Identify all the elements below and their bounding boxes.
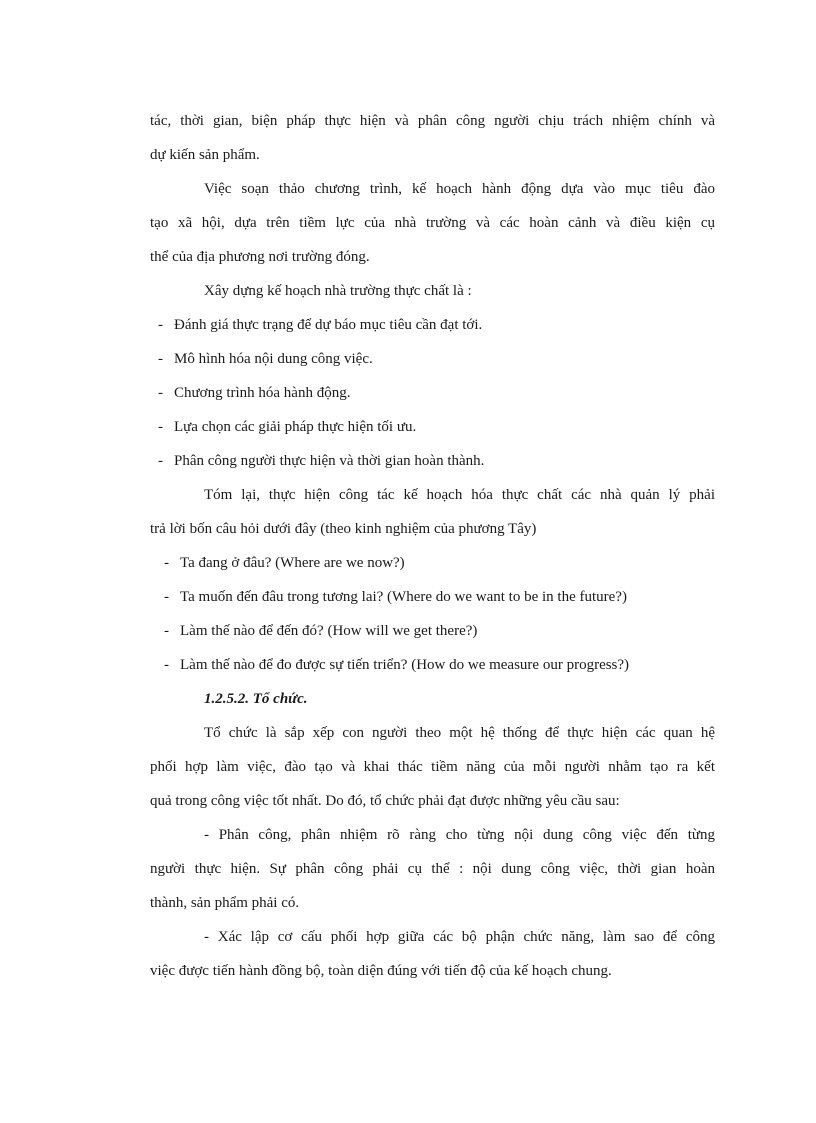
plan-item-text: Đánh giá thực trạng để dự báo mục tiêu cần đạt tới. <box>174 317 483 333</box>
section-heading: 1.2.5.2. Tổ chức. <box>204 691 308 707</box>
dash-marker: - <box>158 385 163 401</box>
dash-marker: - <box>164 657 169 673</box>
para4-line-2: phối hợp làm việc, đào tạo và khai thác tiềm năng của mỗi người nhằm tạo ra kết <box>150 759 715 775</box>
para1-line-2: tạo xã hội, dựa trên tiềm lực của nhà trường và các hoàn cảnh và điều kiện cụ <box>150 215 715 231</box>
para1-line-3: thể của địa phương nơi trường đóng. <box>150 249 370 265</box>
question-text: Làm thế nào để đến đó? (How will we get there?) <box>180 623 478 639</box>
question-item <box>150 546 715 580</box>
req1-line-1: - Phân công, phân nhiệm rõ ràng cho từng nội dung công việc đến từng <box>204 827 715 843</box>
plan-item <box>150 376 715 410</box>
para3-line-1: Tóm lại, thực hiện công tác kế hoạch hóa thực chất các nhà quản lý phải <box>204 487 715 503</box>
intro-line-1: tác, thời gian, biện pháp thực hiện và phân công người chịu trách nhiệm chính và <box>150 113 715 129</box>
para4-line-3: quả trong công việc tốt nhất. Do đó, tổ chức phải đạt được những yêu cầu sau: <box>150 793 620 809</box>
plan-item-text: Chương trình hóa hành động. <box>174 385 351 401</box>
dash-marker: - <box>158 317 163 333</box>
plan-item-text: Phân công người thực hiện và thời gian hoàn thành. <box>174 453 485 469</box>
question-item <box>150 648 715 682</box>
para3-line-2: trả lời bốn câu hỏi dưới đây (theo kinh nghiệm của phương Tây) <box>150 521 537 537</box>
dash-marker: - <box>164 589 169 605</box>
document-page <box>150 104 715 988</box>
dash-marker: - <box>158 419 163 435</box>
dash-marker: - <box>164 555 169 571</box>
dash-marker: - <box>158 351 163 367</box>
plan-item <box>150 410 715 444</box>
plan-item-text: Mô hình hóa nội dung công việc. <box>174 351 373 367</box>
plan-item-text: Lựa chọn các giải pháp thực hiện tối ưu. <box>174 419 417 435</box>
dash-marker: - <box>164 623 169 639</box>
req2-line-1: - Xác lập cơ cấu phối hợp giữa các bộ phận chức năng, làm sao để công <box>204 929 715 945</box>
req1-line-2: người thực hiện. Sự phân công phải cụ thể : nội dung công việc, thời gian hoàn <box>150 861 715 877</box>
req1-line-3: thành, sản phẩm phải có. <box>150 895 300 911</box>
plan-item <box>150 342 715 376</box>
para2: Xây dựng kế hoạch nhà trường thực chất là : <box>204 283 472 299</box>
question-text: Ta đang ở đâu? (Where are we now?) <box>180 555 405 571</box>
plan-item <box>150 308 715 342</box>
question-item <box>150 614 715 648</box>
plan-item <box>150 444 715 478</box>
para1-line-1: Việc soạn thảo chương trình, kế hoạch hành động dựa vào mục tiêu đào <box>204 181 715 197</box>
req2-line-2: việc được tiến hành đồng bộ, toàn diện đúng với tiến độ của kế hoạch chung. <box>150 963 612 979</box>
para4-line-1: Tổ chức là sắp xếp con người theo một hệ thống để thực hiện các quan hệ <box>204 725 715 741</box>
dash-marker: - <box>158 453 163 469</box>
question-text: Ta muốn đến đâu trong tương lai? (Where do we want to be in the future?) <box>180 589 627 605</box>
intro-line-2: dự kiến sản phẩm. <box>150 147 260 163</box>
question-text: Làm thế nào để đo được sự tiến triển? (How do we measure our progress?) <box>180 657 630 673</box>
question-item <box>150 580 715 614</box>
